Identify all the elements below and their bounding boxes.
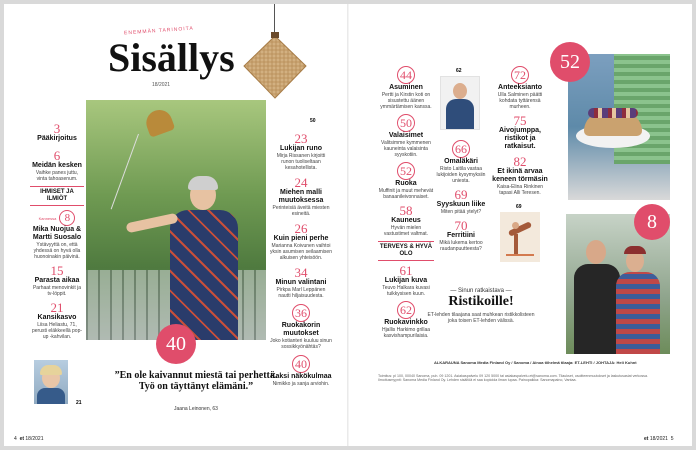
toc-item[interactable]: 52 Ruoka Muffinit ja muut mehevät banaanileivonnaiset.: [378, 163, 434, 200]
pull-quote: ”En ole kaivannut miestä tai perhettä. Työ on täyttänyt elämäni.”: [114, 370, 278, 392]
promo-description: ET-lehden tilaajana saat muhkean ristikkolisteen joka toisen ET-lehden välissä.: [427, 312, 535, 324]
toc-item[interactable]: 44 Asuminen Pertti ja Kirstin koti on sisustettu äänen ymmärtämisen kanssa.: [380, 67, 432, 110]
main-portrait-photo: [86, 100, 266, 340]
cover-story-badge: 8: [634, 204, 670, 240]
toc-item[interactable]: 24 Miehen malli muutoksessa Perinteisiä äveitä miesten esineitä.: [272, 175, 330, 217]
toc-item[interactable]: 62 Ruokavinkko Hjallis Harkimo grillaa kasvishampurilaisia.: [381, 302, 431, 339]
lamp-page-ref: 50: [310, 118, 316, 124]
toc-item[interactable]: 15 Parasta aikaa Parhaat menovinkit ja tv-löppit.: [32, 263, 82, 297]
chef-page-ref: 62: [456, 68, 462, 74]
rattan-lamp-image: [242, 32, 308, 102]
section-heading: IHMISET JA ILMIÖT: [30, 186, 84, 206]
toc-item[interactable]: 6 Meidän kesken Vaihke panes juttu, vinta tahoasenum.: [32, 148, 82, 182]
promo-title: Ristikoille!: [448, 294, 514, 309]
credits-line: ALKARAUNA Sanoma Media Finland Oy / Sanoma / Ainoa tiihelmä tilaaja: ET-LEHTI / JOHTAJA: Heli Kuhnt: [434, 360, 637, 365]
toc-item[interactable]: 50 Valaisimet Valitsimme kymmenen kauneinta valaisinta syyskotiin.: [381, 115, 431, 158]
cover-label: Kannessa: [38, 215, 57, 221]
exercise-photo: [500, 212, 540, 262]
toc-item[interactable]: 40 Kaksi näkökulmaa Nimikko ja sanja arviohin.: [270, 356, 332, 387]
spread-gutter: [347, 4, 349, 446]
toc-column-middle: [270, 132, 332, 387]
promo-label: — Sinun ratkaistava —: [450, 288, 512, 294]
toc-item[interactable]: 72 Anteeksianto Ulla Salminen päätti kohdata tyttärensä murheen.: [497, 67, 543, 110]
chef-photo: [440, 76, 480, 130]
toc-item[interactable]: 26 Kuin pieni perhe Marianna Koivunen vaihtoi yksin asumisen seilaamisen alkuisen yhteisöön.: [270, 221, 332, 261]
folio-right: et 18/2021 5: [644, 436, 674, 442]
section-heading: TERVEYS & HYVÄ OLO: [378, 241, 434, 261]
toc-item[interactable]: 36 Ruokakorin muutokset Joko kotianteri kuuluu sinun sossikkyönähtäs?: [270, 305, 332, 350]
toc-item[interactable]: 70 Ferritiini Mikä lukema kertoo raudanpuutteesta?: [439, 218, 483, 252]
toc-item[interactable]: 61 Lukijan kuva Teuvo Halkara kuvasi tuikkysisen kuun.: [382, 263, 430, 297]
exercise-page-ref: 69: [516, 204, 522, 210]
toc-item[interactable]: 34 Minun valintani Pirkpa Marl Leppänen nautti hiljaisuudesta.: [275, 265, 327, 299]
photo-page-ref: 21: [76, 400, 82, 406]
toc-column-right-3: [492, 66, 548, 196]
promo-box[interactable]: [426, 288, 536, 324]
cover-number: 8: [59, 210, 75, 226]
toc-item[interactable]: 58 Kauneus Hyvän mielen vastustimet valtmat.: [383, 203, 429, 237]
toc-column-left: [30, 122, 84, 340]
toc-item[interactable]: 3 Pääkirjoitus: [37, 121, 77, 142]
folio-left: 4 et 18/2021: [14, 436, 44, 442]
toc-item[interactable]: 69 Syyskuun liike Miten pitää ytelyt?: [436, 187, 486, 215]
toc-item[interactable]: 66 Omaläkäri Risto Laitila vastaa lukijoiden kysymyksiin uniesta.: [436, 141, 486, 184]
food-page-badge: 52: [550, 42, 590, 82]
quote-page-badge: 40: [156, 324, 196, 364]
toc-item[interactable]: 82 Et ikinä arvaa keneen törmäsin Kaisa-Elina Rinkinen tapasi Alli Teresen.: [492, 154, 548, 196]
kicker: ENEMMÄN TARINOITA: [123, 25, 194, 37]
page-title: Sisällys: [108, 35, 235, 80]
magazine-spread: [4, 4, 692, 446]
toc-item-cover[interactable]: Kannessa 8 Mika Nuojua & Martti Suosalo Ystävyyttä on, että yhdessä on hyvä olla huonoinakin päivinä.: [32, 212, 82, 260]
toc-item[interactable]: 75 Aivojumppa, ristikot ja ratkaisut.: [498, 113, 541, 150]
issue-number: 18/2021: [152, 82, 171, 88]
toc-item[interactable]: 23 Lukijan runo Mirja Rissanen kirjoitti runon tuoliseltaan kesahotellista.: [276, 131, 326, 171]
cover-face-photo: [34, 360, 68, 404]
quote-author: Jaana Leinonen, 63: [174, 406, 218, 412]
toc-item[interactable]: 21 Kansikasvo Liisa Heliastu, 71, perusti eläkkeellä pop-up -kahvilan.: [31, 300, 83, 340]
fine-print: Toimitus: pl 100, 00040 Sanoma, puh. 09 1201. Asiakaspalvelu 09 120 5000 tai asiakaspalvelu.et@sanoma.com. Tilaukset, osoitteenmuutokset ja laskutusasiat verkossa. Ilmoitusmyynti: Sanoma Media Finland Oy. Lehden sisältöä ei saa kopioida ilman lupaa. Painopaikka: Sanomapaino, Vantaa.: [378, 374, 648, 383]
toc-column-right-2: [436, 140, 486, 252]
